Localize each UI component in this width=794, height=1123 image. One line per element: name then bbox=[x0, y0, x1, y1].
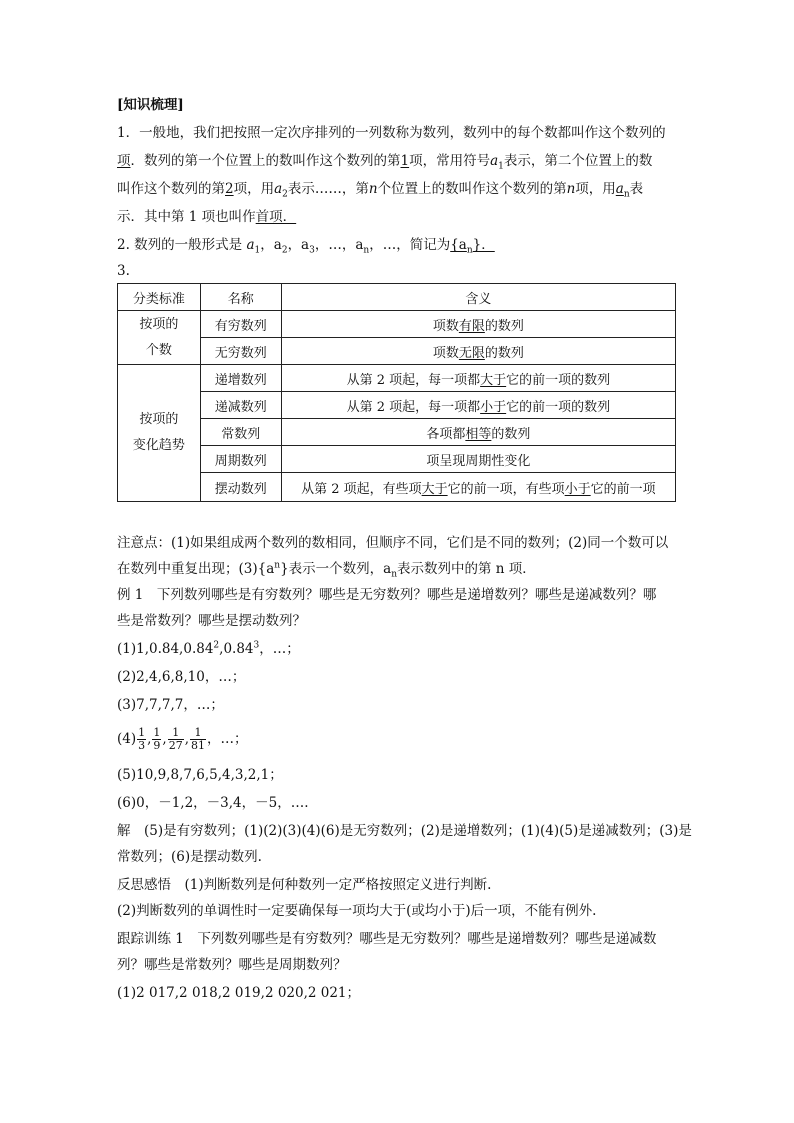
table-row bbox=[118, 365, 676, 392]
para1-line1: 1．一般地，我们把按照一定次序排列的一列数称为数列，数列中的每个数都叫作这个数列的 bbox=[117, 125, 666, 141]
row-name: 常数列 bbox=[200, 419, 281, 446]
reflection-line2: (2)判断数列的单调性时一定要确保每一项均大于(或均小于)后一项，不能有例外. bbox=[117, 903, 597, 919]
row-meaning: 项数无限的数列 bbox=[281, 338, 675, 365]
row-meaning: 项呈现周期性变化 bbox=[281, 446, 675, 473]
fraction: $\frac{1}{3}$ bbox=[138, 726, 146, 752]
example1-item2: (2)2,4,6,8,10，…； bbox=[117, 669, 246, 685]
table-row bbox=[118, 446, 676, 473]
table-row bbox=[118, 392, 676, 419]
row-meaning: 项数有限的数列 bbox=[281, 311, 675, 338]
row-name: 摆动数列 bbox=[200, 473, 281, 502]
practice1-line1: 跟踪训练 1 下列数列哪些是有穷数列？哪些是无穷数列？哪些是递增数列？哪些是递减数 bbox=[117, 931, 657, 947]
note-line2: 在数列中重复出现；$(3)\{a^n\}$表示一个数列，$a_n$表示数列中的第 n 项． bbox=[117, 560, 536, 580]
table-header: 名称 bbox=[200, 284, 281, 311]
fraction: $\frac{1}{81}$ bbox=[191, 726, 206, 752]
para1-line4: 示．其中第 1 项也叫作首项． bbox=[117, 209, 297, 225]
example1-line2: 些是常数列？哪些是摆动数列？ bbox=[117, 613, 306, 629]
row-meaning: 从第 2 项起，有些项大于它的前一项，有些项小于它的前一项 bbox=[281, 473, 675, 502]
fraction: $\frac{1}{27}$ bbox=[168, 726, 183, 752]
blank-first: 1 bbox=[400, 153, 410, 169]
row-meaning: 从第 2 项起，每一项都大于它的前一项的数列 bbox=[281, 365, 675, 392]
blank-an: $a_n$ bbox=[615, 181, 630, 200]
solution-line2: 常数列；(6)是摆动数列. bbox=[117, 849, 262, 865]
table-row bbox=[118, 473, 676, 502]
classification-table bbox=[117, 283, 676, 502]
practice1-item1: (1)2 017,2 018,2 019,2 020,2 021； bbox=[117, 985, 361, 1001]
solution-line1: 解 (5)是有穷数列；(1)(2)(3)(4)(6)是无穷数列；(2)是递增数列；(1)(4)(5)是递减数列；(3)是 bbox=[117, 823, 692, 839]
row-meaning: 各项都相等的数列 bbox=[281, 419, 675, 446]
row-name: 周期数列 bbox=[200, 446, 281, 473]
table-header: 分类标准 bbox=[118, 284, 201, 311]
reflection-line1: 反思感悟 (1)判断数列是何种数列一定严格按照定义进行判断. bbox=[117, 877, 492, 893]
practice1-line2: 列？哪些是常数列？哪些是周期数列？ bbox=[117, 957, 347, 973]
group-by-count: 按项的 个数 bbox=[118, 311, 201, 365]
row-meaning: 从第 2 项起，每一项都小于它的前一项的数列 bbox=[281, 392, 675, 419]
blank-first-term: 首项． bbox=[255, 209, 297, 225]
example1-line1: 例 1 下列数列哪些是有穷数列？哪些是无穷数列？哪些是递增数列？哪些是递减数列？哪 bbox=[117, 587, 657, 603]
para1-line3: 叫作这个数列的第2项，用$a_2$表示……，第n个位置上的数叫作这个数列的第n项，用$a_n$表 bbox=[117, 181, 644, 200]
row-name: 递减数列 bbox=[200, 392, 281, 419]
group-by-trend: 按项的 变化趋势 bbox=[118, 365, 201, 502]
row-name: 无穷数列 bbox=[200, 338, 281, 365]
table-row bbox=[118, 419, 676, 446]
table-header: 含义 bbox=[281, 284, 675, 311]
example1-item5: (5)10,9,8,7,6,5,4,3,2,1； bbox=[117, 767, 283, 783]
table-row bbox=[118, 311, 676, 338]
example1-item6: (6)0，－1,2，－3,4，－5，…. bbox=[117, 795, 309, 811]
blank-second: 2 bbox=[225, 181, 234, 197]
blank-term: 项 bbox=[117, 153, 131, 169]
row-name: 有穷数列 bbox=[200, 311, 281, 338]
example1-item1: (1)1,0.84,0.84$^2$,0.84$^3$，…； bbox=[117, 640, 300, 657]
row-name: 递增数列 bbox=[200, 365, 281, 392]
table-header-row bbox=[118, 284, 676, 311]
para3-label: 3. bbox=[117, 263, 130, 279]
table-row bbox=[118, 338, 676, 365]
para1-line2: 项．数列的第一个位置上的数叫作这个数列的第1项，常用符号$a_1$表示，第二个位置上的数 bbox=[117, 153, 653, 172]
note-line1: 注意点：(1)如果组成两个数列的数相同，但顺序不同，它们是不同的数列；(2)同一个数可以 bbox=[117, 535, 669, 551]
para2: 2. 数列的一般形式是 $a_1$，$a_2$，$a_3$，…，$a_n$，…，简记为$\{a_n\}$． bbox=[117, 237, 495, 256]
example1-item4: (4) $\frac{1}{3}$ , $\frac{1}{9}$ , $\frac{1}{27}$ , $\frac{1}{81}$ ，…； bbox=[117, 726, 248, 752]
example1-item3: (3)7,7,7,7，…； bbox=[117, 697, 224, 713]
fraction: $\frac{1}{9}$ bbox=[153, 726, 161, 752]
blank-notation: $\{a_n\}$． bbox=[450, 237, 495, 256]
section-heading: [知识梳理] bbox=[117, 97, 184, 113]
